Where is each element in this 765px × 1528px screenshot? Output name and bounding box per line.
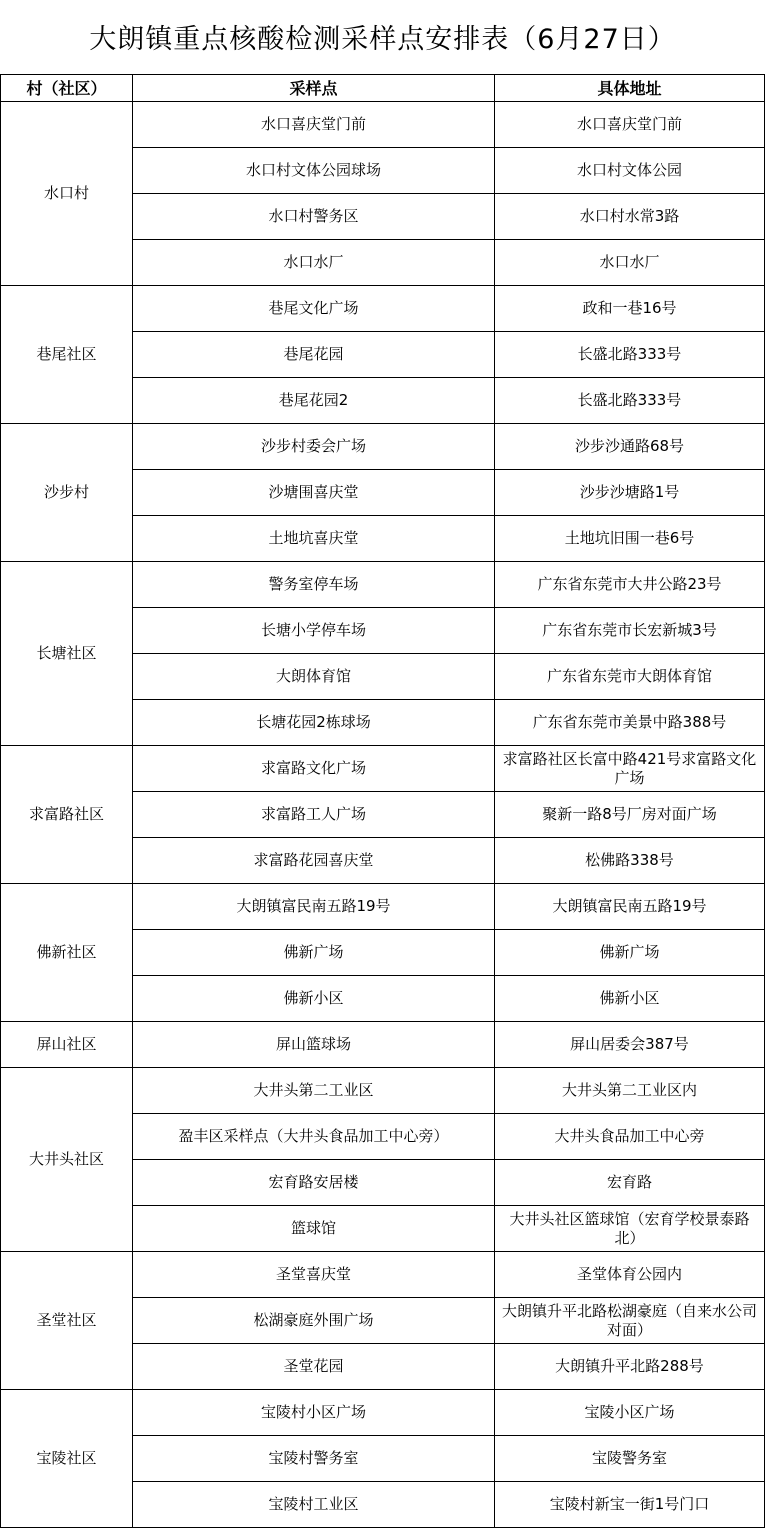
header-site: 采样点	[133, 75, 495, 102]
address-cell: 大井头食品加工中心旁	[495, 1114, 765, 1160]
table-body	[1, 102, 765, 1528]
site-cell: 求富路花园喜庆堂	[133, 838, 495, 884]
address-cell: 宝陵警务室	[495, 1436, 765, 1482]
site-cell: 水口村文体公园球场	[133, 148, 495, 194]
site-cell: 水口村警务区	[133, 194, 495, 240]
address-cell: 长盛北路333号	[495, 378, 765, 424]
address-cell: 广东省东莞市美景中路388号	[495, 700, 765, 746]
address-cell: 求富路社区长富中路421号求富路文化广场	[495, 746, 765, 792]
village-cell: 宝陵社区	[1, 1390, 133, 1528]
address-cell: 松佛路338号	[495, 838, 765, 884]
address-cell: 广东省东莞市大井公路23号	[495, 562, 765, 608]
table-row	[1, 884, 765, 930]
site-cell: 圣堂花园	[133, 1344, 495, 1390]
village-cell: 圣堂社区	[1, 1252, 133, 1390]
address-cell: 佛新小区	[495, 976, 765, 1022]
site-cell: 盈丰区采样点（大井头食品加工中心旁）	[133, 1114, 495, 1160]
site-cell: 长塘花园2栋球场	[133, 700, 495, 746]
address-cell: 水口水厂	[495, 240, 765, 286]
table-header-row	[1, 75, 765, 102]
address-cell: 大朗镇富民南五路19号	[495, 884, 765, 930]
address-cell: 宝陵村新宝一街1号门口	[495, 1482, 765, 1528]
address-cell: 水口村水常3路	[495, 194, 765, 240]
village-cell: 长塘社区	[1, 562, 133, 746]
address-cell: 沙步沙通路68号	[495, 424, 765, 470]
table-row	[1, 1022, 765, 1068]
site-cell: 宏育路安居楼	[133, 1160, 495, 1206]
site-cell: 水口喜庆堂门前	[133, 102, 495, 148]
site-cell: 沙步村委会广场	[133, 424, 495, 470]
table-row	[1, 746, 765, 792]
address-cell: 土地坑旧围一巷6号	[495, 516, 765, 562]
table-row	[1, 562, 765, 608]
site-cell: 宝陵村小区广场	[133, 1390, 495, 1436]
address-cell: 广东省东莞市大朗体育馆	[495, 654, 765, 700]
table-row	[1, 1390, 765, 1436]
site-cell: 巷尾文化广场	[133, 286, 495, 332]
site-cell: 佛新广场	[133, 930, 495, 976]
address-cell: 政和一巷16号	[495, 286, 765, 332]
address-cell: 聚新一路8号厂房对面广场	[495, 792, 765, 838]
header-address: 具体地址	[495, 75, 765, 102]
header-village: 村（社区）	[1, 75, 133, 102]
address-cell: 圣堂体育公园内	[495, 1252, 765, 1298]
address-cell: 大朗镇升平北路松湖豪庭（自来水公司对面）	[495, 1298, 765, 1344]
address-cell: 水口村文体公园	[495, 148, 765, 194]
village-cell: 屏山社区	[1, 1022, 133, 1068]
site-cell: 警务室停车场	[133, 562, 495, 608]
site-cell: 松湖豪庭外围广场	[133, 1298, 495, 1344]
address-cell: 水口喜庆堂门前	[495, 102, 765, 148]
address-cell: 佛新广场	[495, 930, 765, 976]
site-cell: 屏山篮球场	[133, 1022, 495, 1068]
address-cell: 大井头第二工业区内	[495, 1068, 765, 1114]
sampling-sites-table	[0, 74, 765, 1528]
site-cell: 篮球馆	[133, 1206, 495, 1252]
table-row	[1, 1252, 765, 1298]
village-cell: 水口村	[1, 102, 133, 286]
village-cell: 巷尾社区	[1, 286, 133, 424]
village-cell: 大井头社区	[1, 1068, 133, 1252]
village-cell: 沙步村	[1, 424, 133, 562]
table-row	[1, 102, 765, 148]
address-cell: 宏育路	[495, 1160, 765, 1206]
site-cell: 圣堂喜庆堂	[133, 1252, 495, 1298]
page-title: 大朗镇重点核酸检测采样点安排表（6月27日）	[89, 24, 676, 55]
site-cell: 大朗镇富民南五路19号	[133, 884, 495, 930]
village-cell: 佛新社区	[1, 884, 133, 1022]
site-cell: 求富路工人广场	[133, 792, 495, 838]
address-cell: 屏山居委会387号	[495, 1022, 765, 1068]
address-cell: 广东省东莞市长宏新城3号	[495, 608, 765, 654]
site-cell: 宝陵村工业区	[133, 1482, 495, 1528]
site-cell: 宝陵村警务室	[133, 1436, 495, 1482]
site-cell: 大朗体育馆	[133, 654, 495, 700]
table-row	[1, 286, 765, 332]
site-cell: 巷尾花园2	[133, 378, 495, 424]
village-cell: 求富路社区	[1, 746, 133, 884]
address-cell: 大朗镇升平北路288号	[495, 1344, 765, 1390]
address-cell: 沙步沙塘路1号	[495, 470, 765, 516]
site-cell: 求富路文化广场	[133, 746, 495, 792]
site-cell: 巷尾花园	[133, 332, 495, 378]
address-cell: 宝陵小区广场	[495, 1390, 765, 1436]
site-cell: 水口水厂	[133, 240, 495, 286]
address-cell: 长盛北路333号	[495, 332, 765, 378]
site-cell: 长塘小学停车场	[133, 608, 495, 654]
site-cell: 沙塘围喜庆堂	[133, 470, 495, 516]
site-cell: 土地坑喜庆堂	[133, 516, 495, 562]
site-cell: 大井头第二工业区	[133, 1068, 495, 1114]
table-row	[1, 1068, 765, 1114]
site-cell: 佛新小区	[133, 976, 495, 1022]
address-cell: 大井头社区篮球馆（宏育学校景泰路北）	[495, 1206, 765, 1252]
table-row	[1, 424, 765, 470]
